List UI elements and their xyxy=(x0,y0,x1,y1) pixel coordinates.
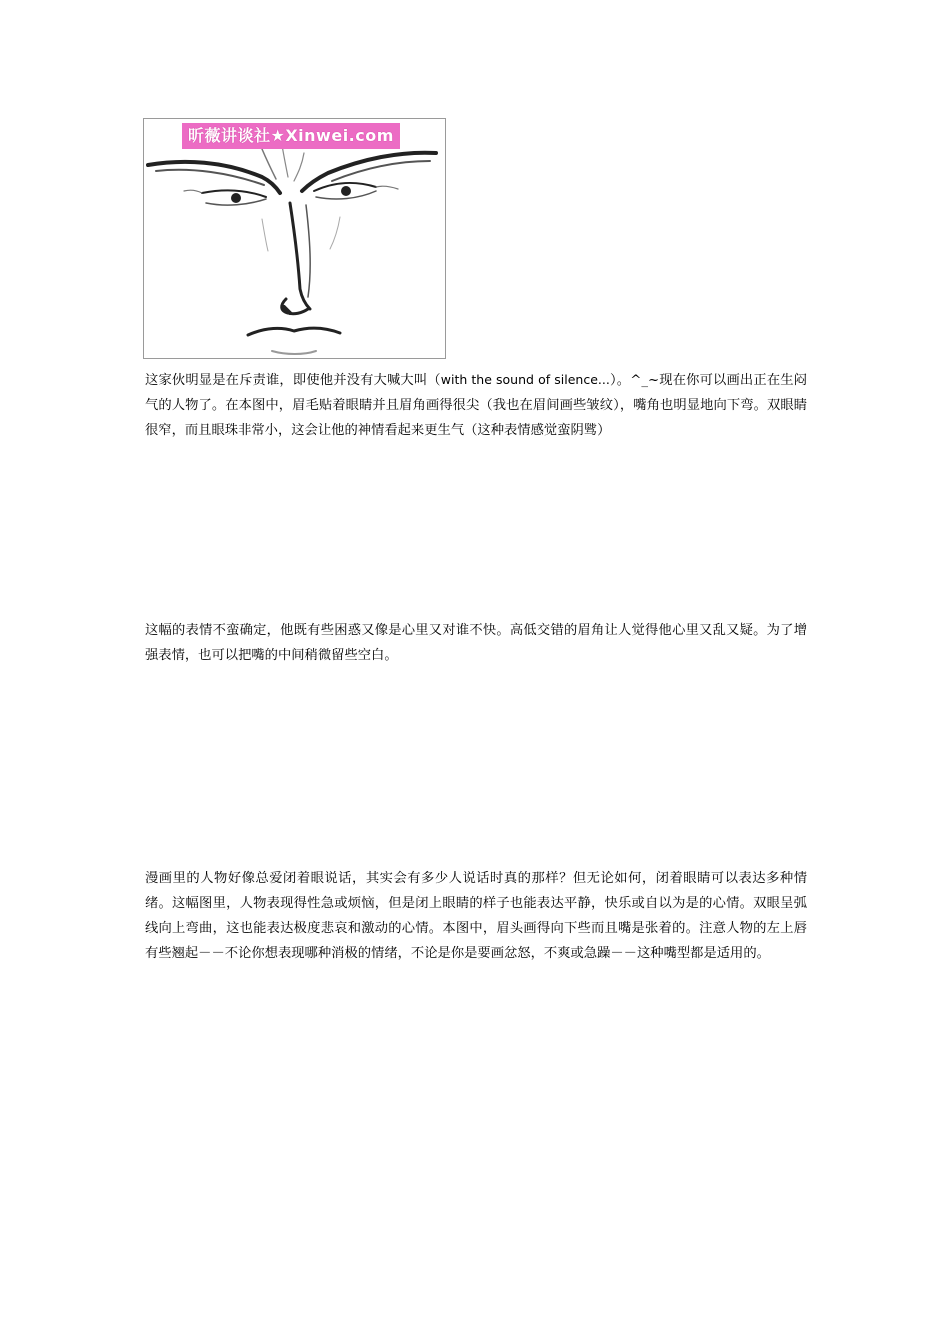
angry-face-illustration xyxy=(143,118,446,359)
angry-face-sketch-icon xyxy=(144,119,446,359)
paragraph-angry xyxy=(145,367,807,443)
paragraph-angry-part2: ）。^_~现在你可以画出正在生闷气的人物了。在本图中，眉毛贴着眼睛并且眉角画得很尖（我也在眉间画些皱纹），嘴角也明显地向下弯。双眼睛很窄，而且眼珠非常小，这会让他的神情看起来更生气（这种表情感觉蛮阴骘） xyxy=(145,373,807,438)
paragraph-confused: 这幅的表情不蛮确定，他既有些困惑又像是心里又对谁不快。高低交错的眉角让人觉得他心里又乱又疑。为了增强表情，也可以把嘴的中间稍微留些空白。 xyxy=(145,623,807,663)
paragraph-closed-eyes: 漫画里的人物好像总爱闭着眼说话，其实会有多少人说话时真的那样？但无论如何，闭着眼睛可以表达多种情绪。这幅图里，人物表现得性急或烦恼，但是闭上眼睛的样子也能表达平静，快乐或自以为是的心情。双眼呈弧线向上弯曲，这也能表达极度悲哀和激动的心情。本图中，眉头画得向下些而且嘴是张着的。注意人物的左上唇有些翘起－－不论你想表现哪种消极的情绪，不论是你是要画忿怒，不爽或急躁－－这种嘴型都是适用的。 xyxy=(145,871,807,961)
paragraph-angry-part1: 这家伙明显是在斥责谁，即使他并没有大喊大叫（ xyxy=(145,373,441,388)
watermark-logo: 昕薇讲谈社★Xinwei.com xyxy=(182,123,400,149)
paragraph-angry-latin: with the sound of silence... xyxy=(440,372,610,387)
